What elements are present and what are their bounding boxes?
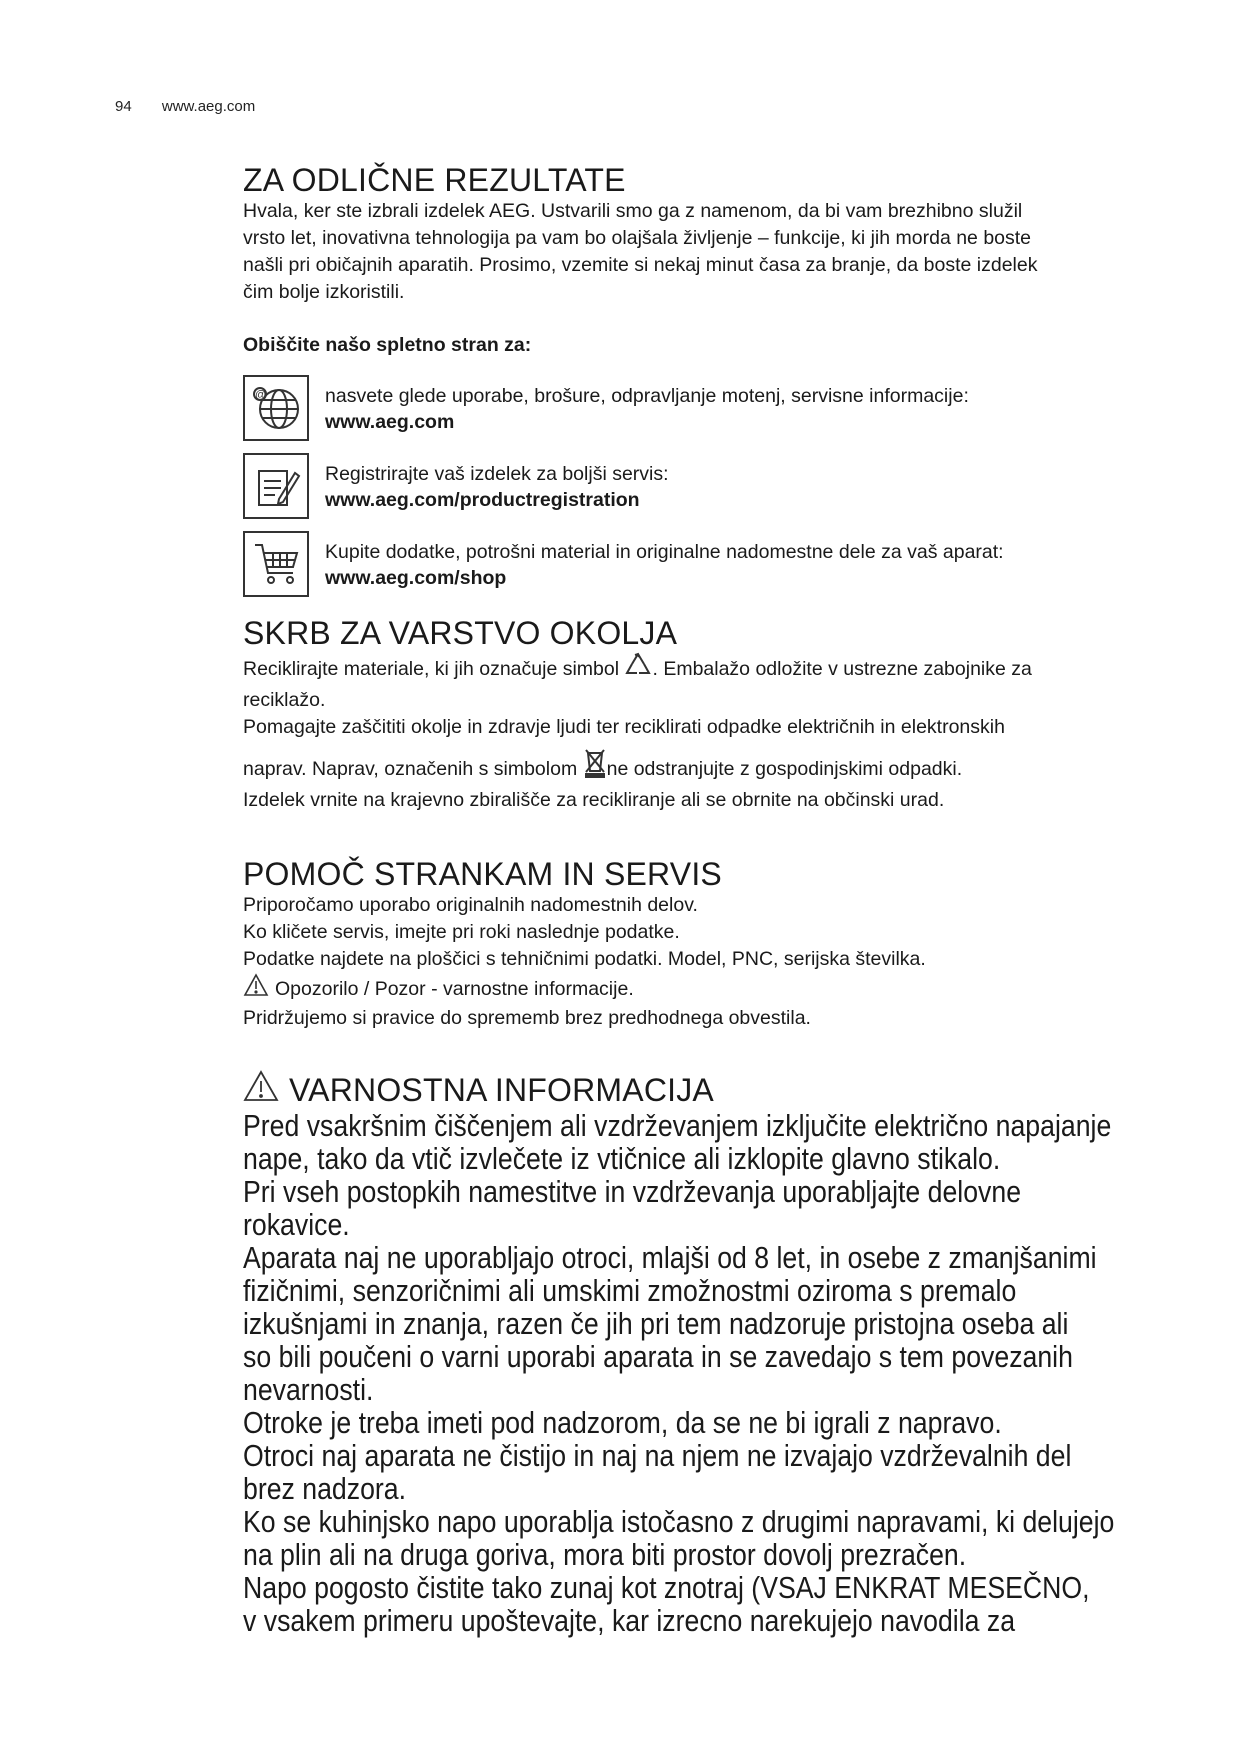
- service-line: Ko kličete servis, imejte pri roki naslednje podatke.: [243, 921, 680, 943]
- warning-triangle-icon: [243, 973, 269, 1005]
- safety-line: Otroke je treba imeti pod nadzorom, da se ne bi igrali z napravo.: [243, 1405, 1002, 1440]
- link-row-registration: [243, 453, 1163, 519]
- safety-title-row: [243, 1070, 1163, 1109]
- svg-text:@: @: [255, 389, 267, 401]
- safety-line: izkušnjami in znanja, razen če jih pri tem nadzoruje pristojna oseba ali: [243, 1306, 1069, 1341]
- safety-line: nevarnosti.: [243, 1372, 374, 1407]
- safety-line: na plin ali na druga goriva, mora biti prostor dovolj prezračen.: [243, 1537, 967, 1572]
- intro-line: Hvala, ker ste izbrali izdelek AEG. Ustvarili smo ga z namenom, da bi vam brezhibno služil: [243, 200, 1023, 222]
- environment-line: Izdelek vrnite na krajevno zbirališče za recikliranje ali se obrnite na občinski urad.: [243, 789, 945, 811]
- globe-at-icon: [243, 375, 309, 441]
- warning-triangle-icon: [243, 1070, 279, 1109]
- link-description: Kupite dodatke, potrošni material in originalne nadomestne dele za vaš aparat:: [325, 541, 1004, 563]
- safety-line: Ko se kuhinjsko napo uporablja istočasno z drugimi napravami, ki delujejo: [243, 1504, 1115, 1539]
- link-row-shop: [243, 531, 1163, 597]
- safety-line: Pred vsakršnim čiščenjem ali vzdrževanjem izključite električno napajanje: [243, 1108, 1112, 1143]
- page-number: 94: [115, 98, 132, 115]
- service-line: Pridržujemo si pravice do sprememb brez predhodnega obvestila.: [243, 1007, 811, 1029]
- service-line: Podatke najdete na ploščici s tehničnimi podatki. Model, PNC, serijska številka.: [243, 948, 926, 970]
- environment-line: Reciklirajte materiale, ki jih označuje simbol . Embalažo odložite v ustrezne zabojnike za: [243, 651, 1163, 687]
- shopping-cart-icon: [243, 531, 309, 597]
- register-pencil-icon: [243, 453, 309, 519]
- intro-line: vrsto let, inovativna tehnologija pa vam bo olajšala življenje – funkcije, ki jih morda ne boste: [243, 227, 1032, 249]
- environment-line: naprav. Naprav, označenih s simbolom ne odstranjujte z gospodinjskimi odpadki.: [243, 747, 1163, 787]
- service-title: POMOČ STRANKAM IN SERVIS: [243, 856, 722, 892]
- crossed-bin-icon: [583, 747, 607, 787]
- safety-line: brez nadzora.: [243, 1471, 407, 1506]
- document-body: [243, 162, 1163, 1637]
- intro-line: našli pri običajnih aparatih. Prosimo, vzemite si nekaj minut časa za branje, da boste izdelek: [243, 254, 1038, 276]
- link-description: Registrirajte vaš izdelek za boljši servis:: [325, 463, 669, 485]
- safety-text: [243, 1109, 1137, 1637]
- safety-line: so bili poučeni o varni uporabi aparata in se zavedajo s tem povezanih: [243, 1339, 1073, 1374]
- header-site-link[interactable]: www.aeg.com: [161, 98, 256, 115]
- visit-label: Obiščite našo spletno stran za:: [243, 334, 532, 356]
- environment-title: SKRB ZA VARSTVO OKOLJA: [243, 615, 678, 651]
- safety-line: v vsakem primeru upoštevajte, kar izrecno narekujejo navodila za: [243, 1603, 1016, 1638]
- environment-section: [243, 615, 1163, 814]
- safety-line: Napo pogosto čistite tako zunaj kot znotraj (VSAJ ENKRAT MESEČNO,: [243, 1570, 1090, 1605]
- safety-line: rokavice.: [243, 1207, 350, 1242]
- safety-line: Otroci naj aparata ne čistijo in naj na njem ne izvajajo vzdrževalnih del: [243, 1438, 1072, 1473]
- recycle-icon: [624, 651, 652, 687]
- environment-line: reciklažo.: [243, 689, 326, 711]
- support-url-link[interactable]: www.aeg.com: [325, 411, 455, 433]
- service-line: Priporočamo uporabo originalnih nadomestnih delov.: [243, 894, 698, 916]
- intro-title: ZA ODLIČNE REZULTATE: [243, 162, 626, 198]
- safety-line: Aparata naj ne uporabljajo otroci, mlajši od 8 let, in osebe z zmanjšanimi: [243, 1240, 1097, 1275]
- safety-title: VARNOSTNA INFORMACIJA: [289, 1071, 714, 1108]
- page-header: [115, 98, 281, 115]
- registration-url-link[interactable]: www.aeg.com/productregistration: [325, 489, 640, 511]
- intro-line: čim bolje izkoristili.: [243, 281, 405, 303]
- safety-line: Pri vseh postopkih namestitve in vzdrževanja uporabljajte delovne: [243, 1174, 1022, 1209]
- shop-url-link[interactable]: www.aeg.com/shop: [325, 567, 507, 589]
- link-row-support: [243, 375, 1163, 441]
- safety-section: [243, 1070, 1163, 1637]
- environment-line: Pomagajte zaščititi okolje in zdravje ljudi ter reciklirati odpadke električnih in elektronskih: [243, 716, 1005, 738]
- link-description: nasvete glede uporabe, brošure, odpravljanje motenj, servisne informacije:: [325, 385, 969, 407]
- safety-line: fizičnimi, senzoričnimi ali umskimi zmožnostmi oziroma s premalo: [243, 1273, 1017, 1308]
- safety-line: nape, tako da vtič izvlečete iz vtičnice ali izklopite glavno stikalo.: [243, 1141, 1001, 1176]
- service-warning-line: Opozorilo / Pozor - varnostne informacije.: [243, 973, 1163, 1005]
- service-section: [243, 856, 1163, 1032]
